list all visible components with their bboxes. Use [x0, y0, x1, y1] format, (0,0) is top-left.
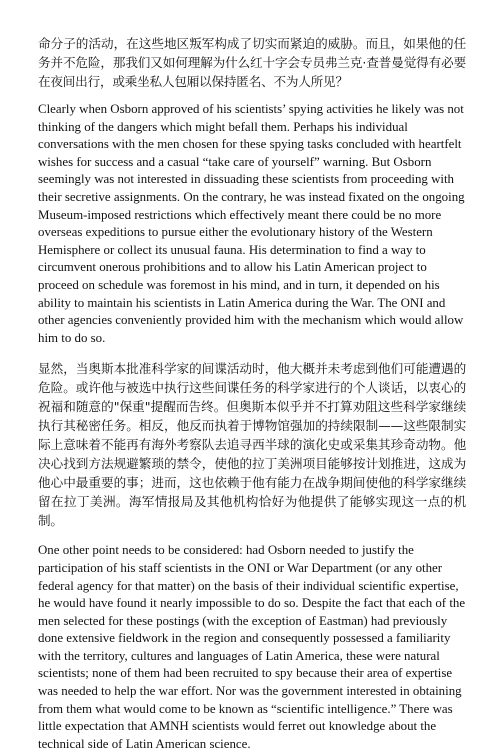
paragraph-english-2: One other point needs to be considered: had Osborn needed to justify the participation of his staff scientists in the ONI or War Department (or any other federal agency for that matter) on the basis of their individual scientific expertise, he would have found it nearly impossible to do so. Despite the fact that each of the men selected for these postings (with the exception of Eastman) had previously done extensive fieldwork in the region and consequently possessed a familiarity with the territory, cultures and languages of Latin America, these were natural scientists; none of them had been recruited to spy because their area of expertise was needed to help the war effort. Nor was the government interested in obtaining from them what would come to be known as “scientific intelligence.” There was little expectation that AMNH scientists would ferret out knowledge about the technical side of Latin American science.: [38, 543, 466, 751]
paragraph-chinese-1: 命分子的活动，在这些地区叛军构成了切实而紧迫的威胁。而且，如果他的任务并不危险，那我们又如何理解为什么红十字会专员弗兰克·查普曼觉得有必要在夜间出行，或乘坐私人包厢以保持匿名、不为人所见？: [38, 36, 466, 89]
document-page: [38, 34, 466, 753]
paragraph-english-1: Clearly when Osborn approved of his scientists’ spying activities he likely was not thinking of the dangers which might befall them. Perhaps his individual conversations with the men chosen for these spying tasks concluded with heartfelt wishes for success and a casual “take care of yourself” warning. But Osborn seemingly was not interested in dissuading these scientists from proceeding with their secretive assignments. On the contrary, he was instead fixated on the ongoing Museum-imposed restrictions which effectively meant there could be no more overseas expeditions to pursue either the evolutionary history of the Western Hemisphere or collect its unusual fauna. His determination to find a way to circumvent onerous prohibitions and to allow his Latin American project to proceed on schedule was foremost in his mind, and in turn, it depended on his ability to maintain his scientists in Latin America during the War. The ONI and other agencies conveniently provided him with the mechanism which would allow him to do so.: [38, 102, 465, 345]
paragraph-chinese-2: 显然，当奥斯本批准科学家的间谍活动时，他大概并未考虑到他们可能遭遇的危险。或许他与被选中执行这些间谍任务的科学家进行的个人谈话，以衷心的祝福和随意的"保重"提醒而告终。但奥斯本似乎并不打算劝阻这些科学家继续执行其秘密任务。相反，他反而执着于博物馆强加的持续限制——这些限制实际上意味着不能再有海外考察队去追寻西半球的演化史或采集其珍奇动物。他决心找到方法规避繁琐的禁令，使他的拉丁美洲项目能够按计划推进，这成为他心中最重要的事；进而，这也依赖于他有能力在战争期间使他的科学家继续留在拉丁美洲。海军情报局及其他机构恰好为他提供了能够实现这一点的机制。: [38, 361, 466, 529]
